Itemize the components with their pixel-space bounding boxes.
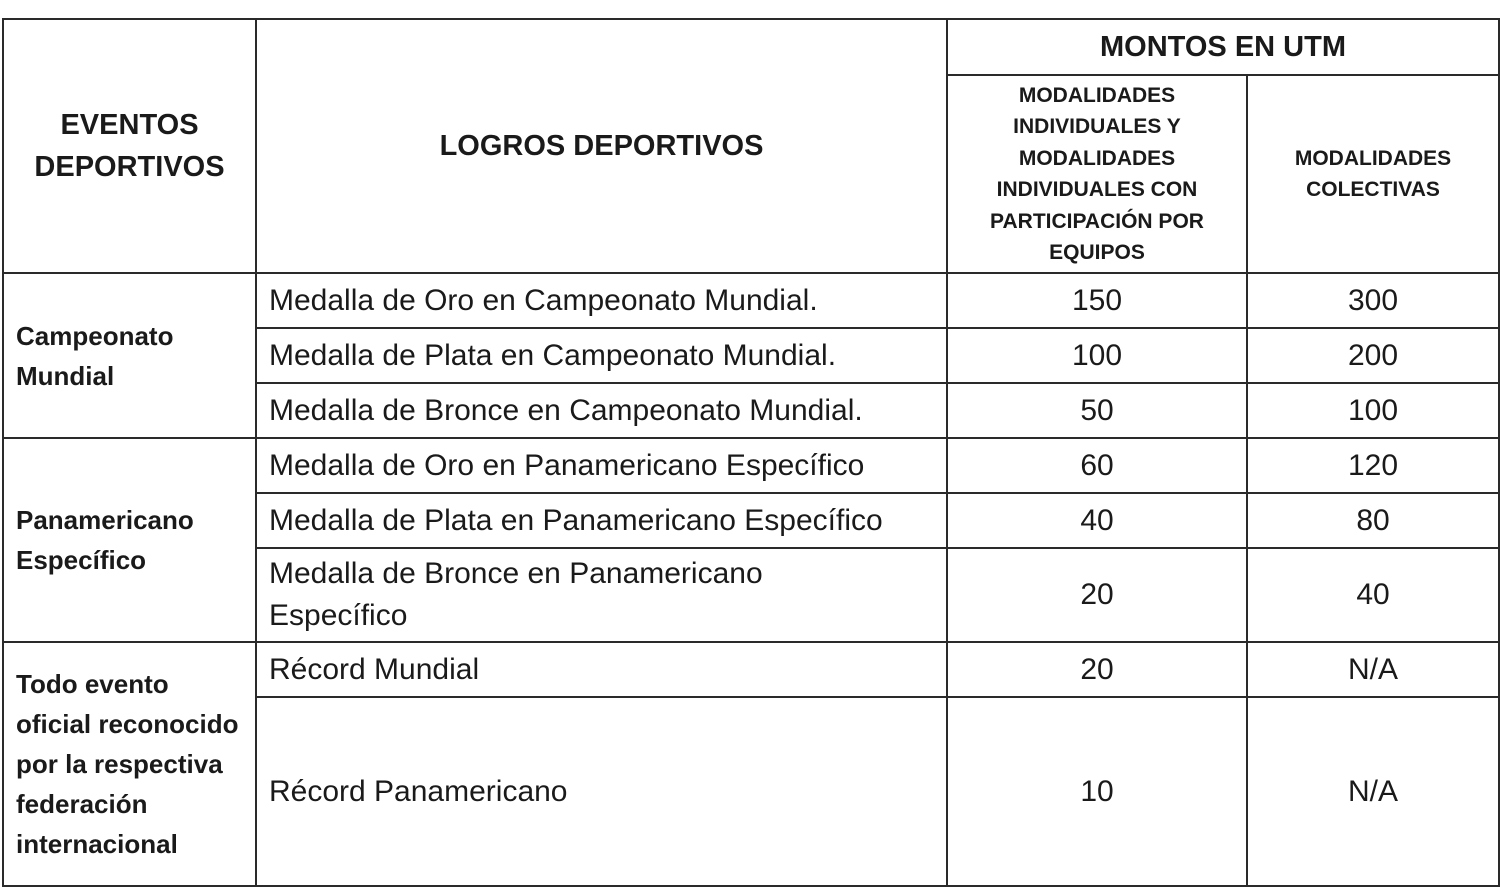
header-events	[3, 19, 256, 273]
logro-cell: Medalla de Oro en Campeonato Mundial.	[256, 273, 947, 328]
table-container	[2, 18, 1500, 887]
logro-cell	[256, 548, 947, 642]
individual-amount: 20	[947, 642, 1247, 697]
logro-cell: Medalla de Bronce en Campeonato Mundial.	[256, 383, 947, 438]
header-individual-label: MODALIDADES INDIVIDUALES Y MODALIDADES INDIVIDUALES CON PARTICIPACIÓN POR EQUIPOS	[990, 83, 1204, 264]
collective-amount: 120	[1247, 438, 1499, 493]
individual-amount: 50	[947, 383, 1247, 438]
collective-amount: 40	[1247, 548, 1499, 642]
table-row	[3, 273, 1499, 328]
logro-text: Medalla de Bronce en Panamericano Específico	[269, 557, 763, 632]
individual-amount: 20	[947, 548, 1247, 642]
collective-amount: N/A	[1247, 697, 1499, 886]
logro-cell: Medalla de Oro en Panamericano Específico	[256, 438, 947, 493]
header-individual	[947, 75, 1247, 273]
header-collective-label: MODALIDADES COLECTIVAS	[1294, 146, 1452, 201]
collective-amount: 300	[1247, 273, 1499, 328]
collective-amount: 200	[1247, 328, 1499, 383]
individual-amount: 40	[947, 493, 1247, 548]
individual-amount: 100	[947, 328, 1247, 383]
logro-cell: Medalla de Plata en Panamericano Específico	[256, 493, 947, 548]
header-montos: MONTOS EN UTM	[947, 19, 1499, 75]
logro-cell: Récord Mundial	[256, 642, 947, 697]
awards-table	[2, 18, 1500, 887]
table-row	[3, 642, 1499, 697]
event-cell: Todo evento oficial reconocido por la respectiva federación internacional	[3, 642, 256, 886]
event-cell: Campeonato Mundial	[3, 273, 256, 438]
individual-amount: 60	[947, 438, 1247, 493]
individual-amount: 150	[947, 273, 1247, 328]
header-events-label: EVENTOS DEPORTIVOS	[34, 109, 225, 183]
event-cell: Panamericano Específico	[3, 438, 256, 642]
logro-cell: Récord Panamericano	[256, 697, 947, 886]
table-row	[3, 438, 1499, 493]
collective-amount: 80	[1247, 493, 1499, 548]
logro-cell: Medalla de Plata en Campeonato Mundial.	[256, 328, 947, 383]
header-logros: LOGROS DEPORTIVOS	[256, 19, 947, 273]
header-collective	[1247, 75, 1499, 273]
individual-amount: 10	[947, 697, 1247, 886]
collective-amount: N/A	[1247, 642, 1499, 697]
collective-amount: 100	[1247, 383, 1499, 438]
